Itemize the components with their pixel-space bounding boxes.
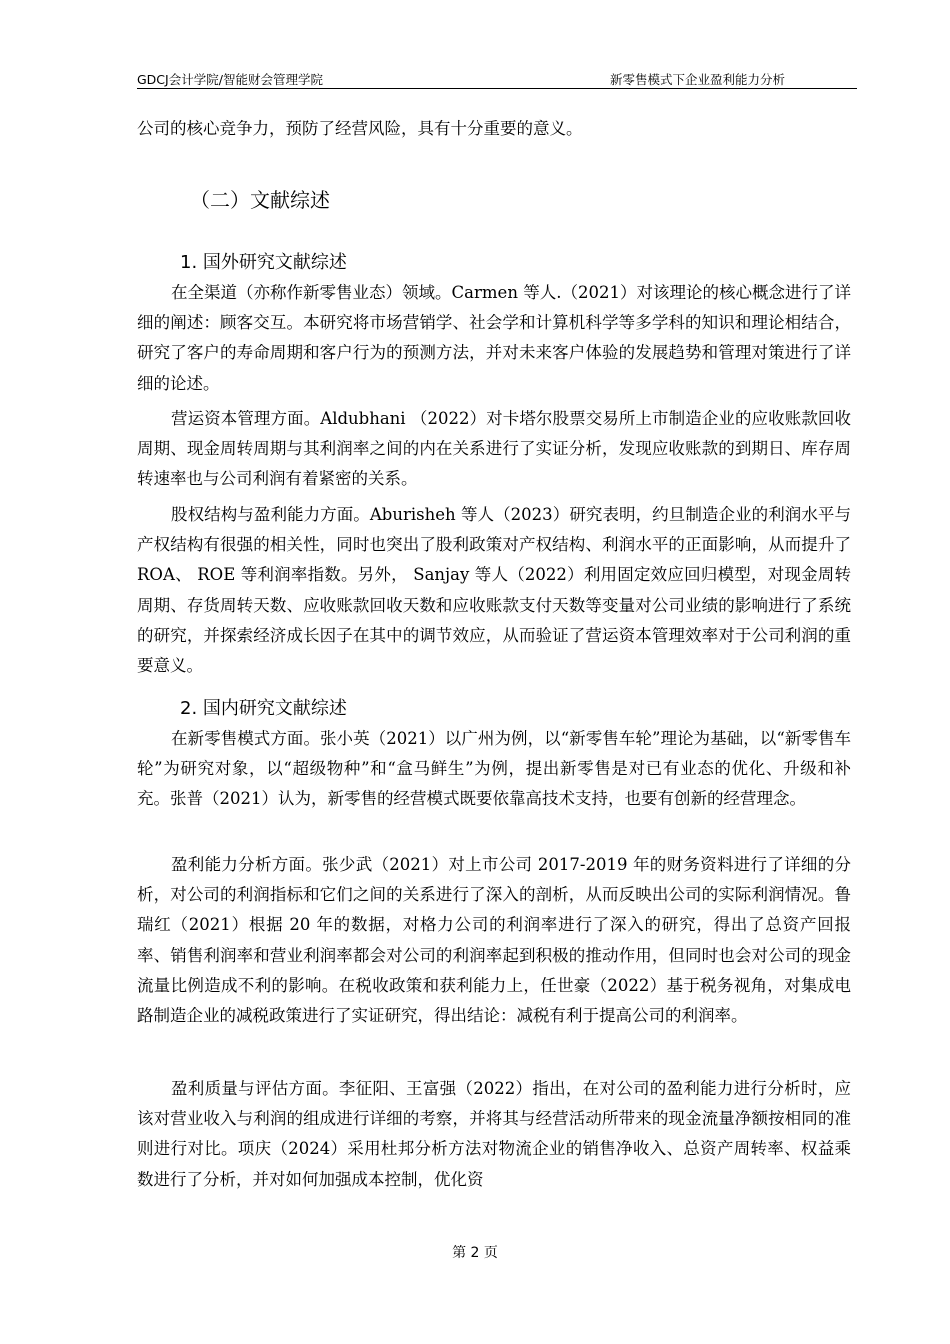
section-heading: （二）文献综述 [190,188,330,212]
header-left-text: GDCJ会计学院/智能财会管理学院 [137,72,323,87]
paragraph-domestic-3: 盈利质量与评估方面。李征阳、王富强（2022）指出，在对公司的盈利能力进行分析时，应该对营业收入与利润的组成进行详细的考察，并将其与经营活动所带来的现金流量净额按相同的准则进行对比。项庆（2024）采用杜邦分析方法对物流企业的销售净收入、总资产周转率、权益乘数进行了分析，并对如何加强成本控制，优化资 [137,1079,851,1189]
page-header [137,70,857,89]
intro-tail-paragraph: 公司的核心竞争力，预防了经营风险，具有十分重要的意义。 [137,119,583,138]
header-right-text: 新零售模式下企业盈利能力分析 [609,72,785,87]
subsection-heading-foreign: 1. 国外研究文献综述 [180,252,347,273]
paragraph-foreign-1: 在全渠道（亦称作新零售业态）领域。Carmen 等人.（2021）对该理论的核心概念进行了详细的阐述：顾客交互。本研究将市场营销学、社会学和计算机科学等多学科的知识和理论相结合，研究了客户的寿命周期和客户行为的预测方法，并对未来客户体验的发展趋势和管理对策进行了详细的论述。 [137,283,851,393]
paragraph-foreign-3: 股权结构与盈利能力方面。Aburisheh 等人（2023）研究表明，约旦制造企业的利润水平与产权结构有很强的相关性，同时也突出了股利政策对产权结构、利润水平的正面影响，从而提升了 ROA、 ROE 等利润率指数。另外， Sanjay 等人（2022）利用固定效应回归模型，对现金周转周期、存货周转天数、应收账款回收天数和应收账款支付天数等变量对公司业绩的影响进行了系统的研究，并探索经济成长因子在其中的调节效应，从而验证了营运资本管理效率对于公司利润的重要意义。 [137,505,851,676]
subsection-heading-domestic: 2. 国内研究文献综述 [180,698,347,719]
paragraph-foreign-2: 营运资本管理方面。Aldubhani （2022）对卡塔尔股票交易所上市制造企业的应收账款回收周期、现金周转周期与其利润率之间的内在关系进行了实证分析，发现应收账款的到期日、库存周转速率也与公司利润有着紧密的关系。 [137,409,851,489]
paragraph-domestic-2: 盈利能力分析方面。张少武（2021）对上市公司 2017-2019 年的财务资料进行了详细的分析，对公司的利润指标和它们之间的关系进行了深入的剖析，从而反映出公司的实际利润情况。鲁瑞红（2021）根据 20 年的数据，对格力公司的利润率进行了深入的研究，得出了总资产回报率、销售利润率和营业利润率都会对公司的利润率起到积极的推动作用，但同时也会对公司的现金流量比例造成不利的影响。在税收政策和获利能力上，任世豪（2022）基于税务视角，对集成电路制造企业的减税政策进行了实证研究，得出结论：减税有利于提高公司的利润率。 [137,855,851,1026]
paragraph-domestic-1: 在新零售模式方面。张小英（2021）以广州为例，以“新零售车轮”理论为基础，以“新零售车轮”为研究对象，以“超级物种”和“盒马鲜生”为例，提出新零售是对已有业态的优化、升级和补充。张普（2021）认为，新零售的经营模式既要依靠高技术支持，也要有创新的经营理念。 [137,729,851,809]
page-number: 第 2 页 [452,1245,498,1261]
